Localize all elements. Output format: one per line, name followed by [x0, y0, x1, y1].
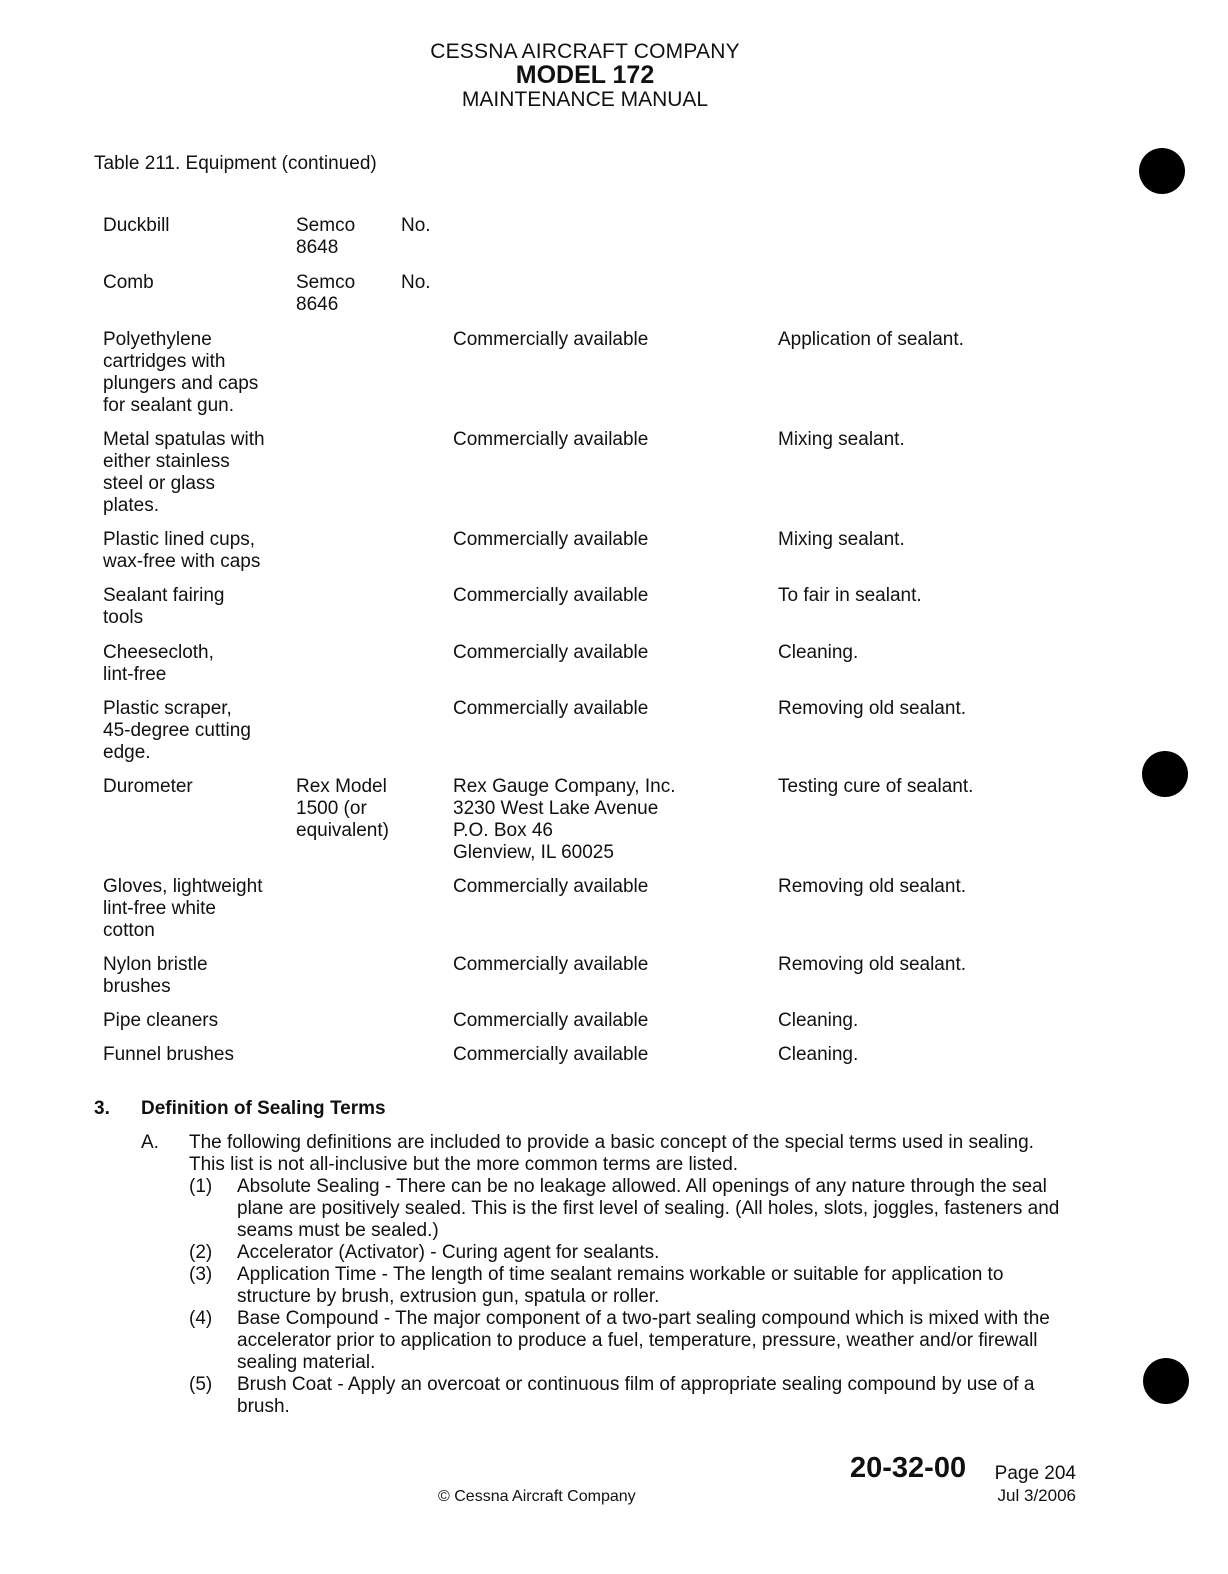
supplier: Commercially available	[453, 529, 649, 550]
header-company: CESSNA AIRCRAFT COMPANY	[430, 40, 740, 63]
use: Mixing sealant.	[778, 529, 905, 550]
definition-text: Application Time - The length of time sealant remains workable or suitable for application to structure by brush, extrusion gun, spatula or roller.	[237, 1264, 1004, 1307]
equipment-name: Cheesecloth, lint-free	[103, 642, 214, 685]
definition-number: (2)	[189, 1242, 213, 1263]
supplier: Commercially available	[453, 642, 649, 663]
table-caption: Table 211. Equipment (continued)	[94, 153, 377, 174]
part-number: Semco 8646	[296, 272, 356, 315]
use: Application of sealant.	[778, 329, 964, 350]
use: Removing old sealant.	[778, 698, 966, 719]
part-number-suffix: No.	[401, 215, 431, 236]
supplier: Rex Gauge Company, Inc. 3230 West Lake Avenue P.O. Box 46 Glenview, IL 60025	[453, 776, 676, 863]
equipment-name: Metal spatulas with either stainless steel or glass plates.	[103, 429, 265, 516]
use: Testing cure of sealant.	[778, 776, 974, 797]
equipment-name: Sealant fairing tools	[103, 585, 225, 628]
equipment-name: Nylon bristle brushes	[103, 954, 208, 997]
part-number: Rex Model 1500 (or equivalent)	[296, 776, 389, 841]
supplier: Commercially available	[453, 429, 649, 450]
supplier: Commercially available	[453, 954, 649, 975]
definition-text: Base Compound - The major component of a two-part sealing compound which is mixed with the accelerator prior to application to produce a fuel, temperature, pressure, weather and/or firewall sealing material.	[237, 1308, 1050, 1373]
equipment-name: Plastic lined cups, wax-free with caps	[103, 529, 261, 572]
copyright: © Cessna Aircraft Company	[438, 1488, 636, 1505]
use: Cleaning.	[778, 1010, 859, 1031]
use: Cleaning.	[778, 1044, 859, 1065]
equipment-name: Duckbill	[103, 215, 170, 236]
definition-text: Accelerator (Activator) - Curing agent for sealants.	[237, 1242, 660, 1263]
page-number: Page 204	[994, 1463, 1076, 1484]
definition-number: (5)	[189, 1374, 213, 1395]
supplier: Commercially available	[453, 585, 649, 606]
part-number: Semco 8648	[296, 215, 356, 258]
document-number: 20-32-00	[850, 1452, 967, 1484]
supplier: Commercially available	[453, 876, 649, 897]
part-number-suffix: No.	[401, 272, 431, 293]
use: Removing old sealant.	[778, 954, 966, 975]
paragraph-line: The following definitions are included to provide a basic concept of the special terms used in sealing.	[189, 1132, 1034, 1153]
binder-hole	[1139, 148, 1185, 194]
section-number: 3.	[94, 1098, 110, 1119]
equipment-name: Polyethylene cartridges with plungers and caps for sealant gun.	[103, 329, 259, 416]
equipment-name: Pipe cleaners	[103, 1010, 219, 1031]
definition-number: (1)	[189, 1176, 213, 1197]
paragraph-label: A.	[141, 1132, 159, 1153]
supplier: Commercially available	[453, 1010, 649, 1031]
supplier: Commercially available	[453, 1044, 649, 1065]
definition-text: Brush Coat - Apply an overcoat or continuous film of appropriate sealing compound by use of a brush.	[237, 1374, 1035, 1417]
definition-number: (3)	[189, 1264, 213, 1285]
definition-text: Absolute Sealing - There can be no leakage allowed. All openings of any nature through the seal plane are positively sealed. This is the first level of sealing. (All holes, slots, joggles, fasteners and seams must be sealed.)	[237, 1176, 1060, 1241]
use: To fair in sealant.	[778, 585, 922, 606]
use: Removing old sealant.	[778, 876, 966, 897]
equipment-name: Comb	[103, 272, 154, 293]
binder-hole	[1142, 751, 1188, 797]
use: Cleaning.	[778, 642, 859, 663]
equipment-name: Durometer	[103, 776, 193, 797]
use: Mixing sealant.	[778, 429, 905, 450]
equipment-name: Gloves, lightweight lint-free white cotton	[103, 876, 263, 941]
header-model: MODEL 172	[515, 61, 655, 89]
definition-number: (4)	[189, 1308, 213, 1329]
supplier: Commercially available	[453, 329, 649, 350]
header-manual: MAINTENANCE MANUAL	[461, 88, 709, 111]
section-title: Definition of Sealing Terms	[141, 1098, 386, 1119]
equipment-name: Funnel brushes	[103, 1044, 234, 1065]
revision-date: Jul 3/2006	[997, 1486, 1076, 1505]
equipment-name: Plastic scraper, 45-degree cutting edge.	[103, 698, 251, 763]
paragraph-line: This list is not all-inclusive but the more common terms are listed.	[189, 1154, 739, 1175]
binder-hole	[1143, 1358, 1189, 1404]
supplier: Commercially available	[453, 698, 649, 719]
